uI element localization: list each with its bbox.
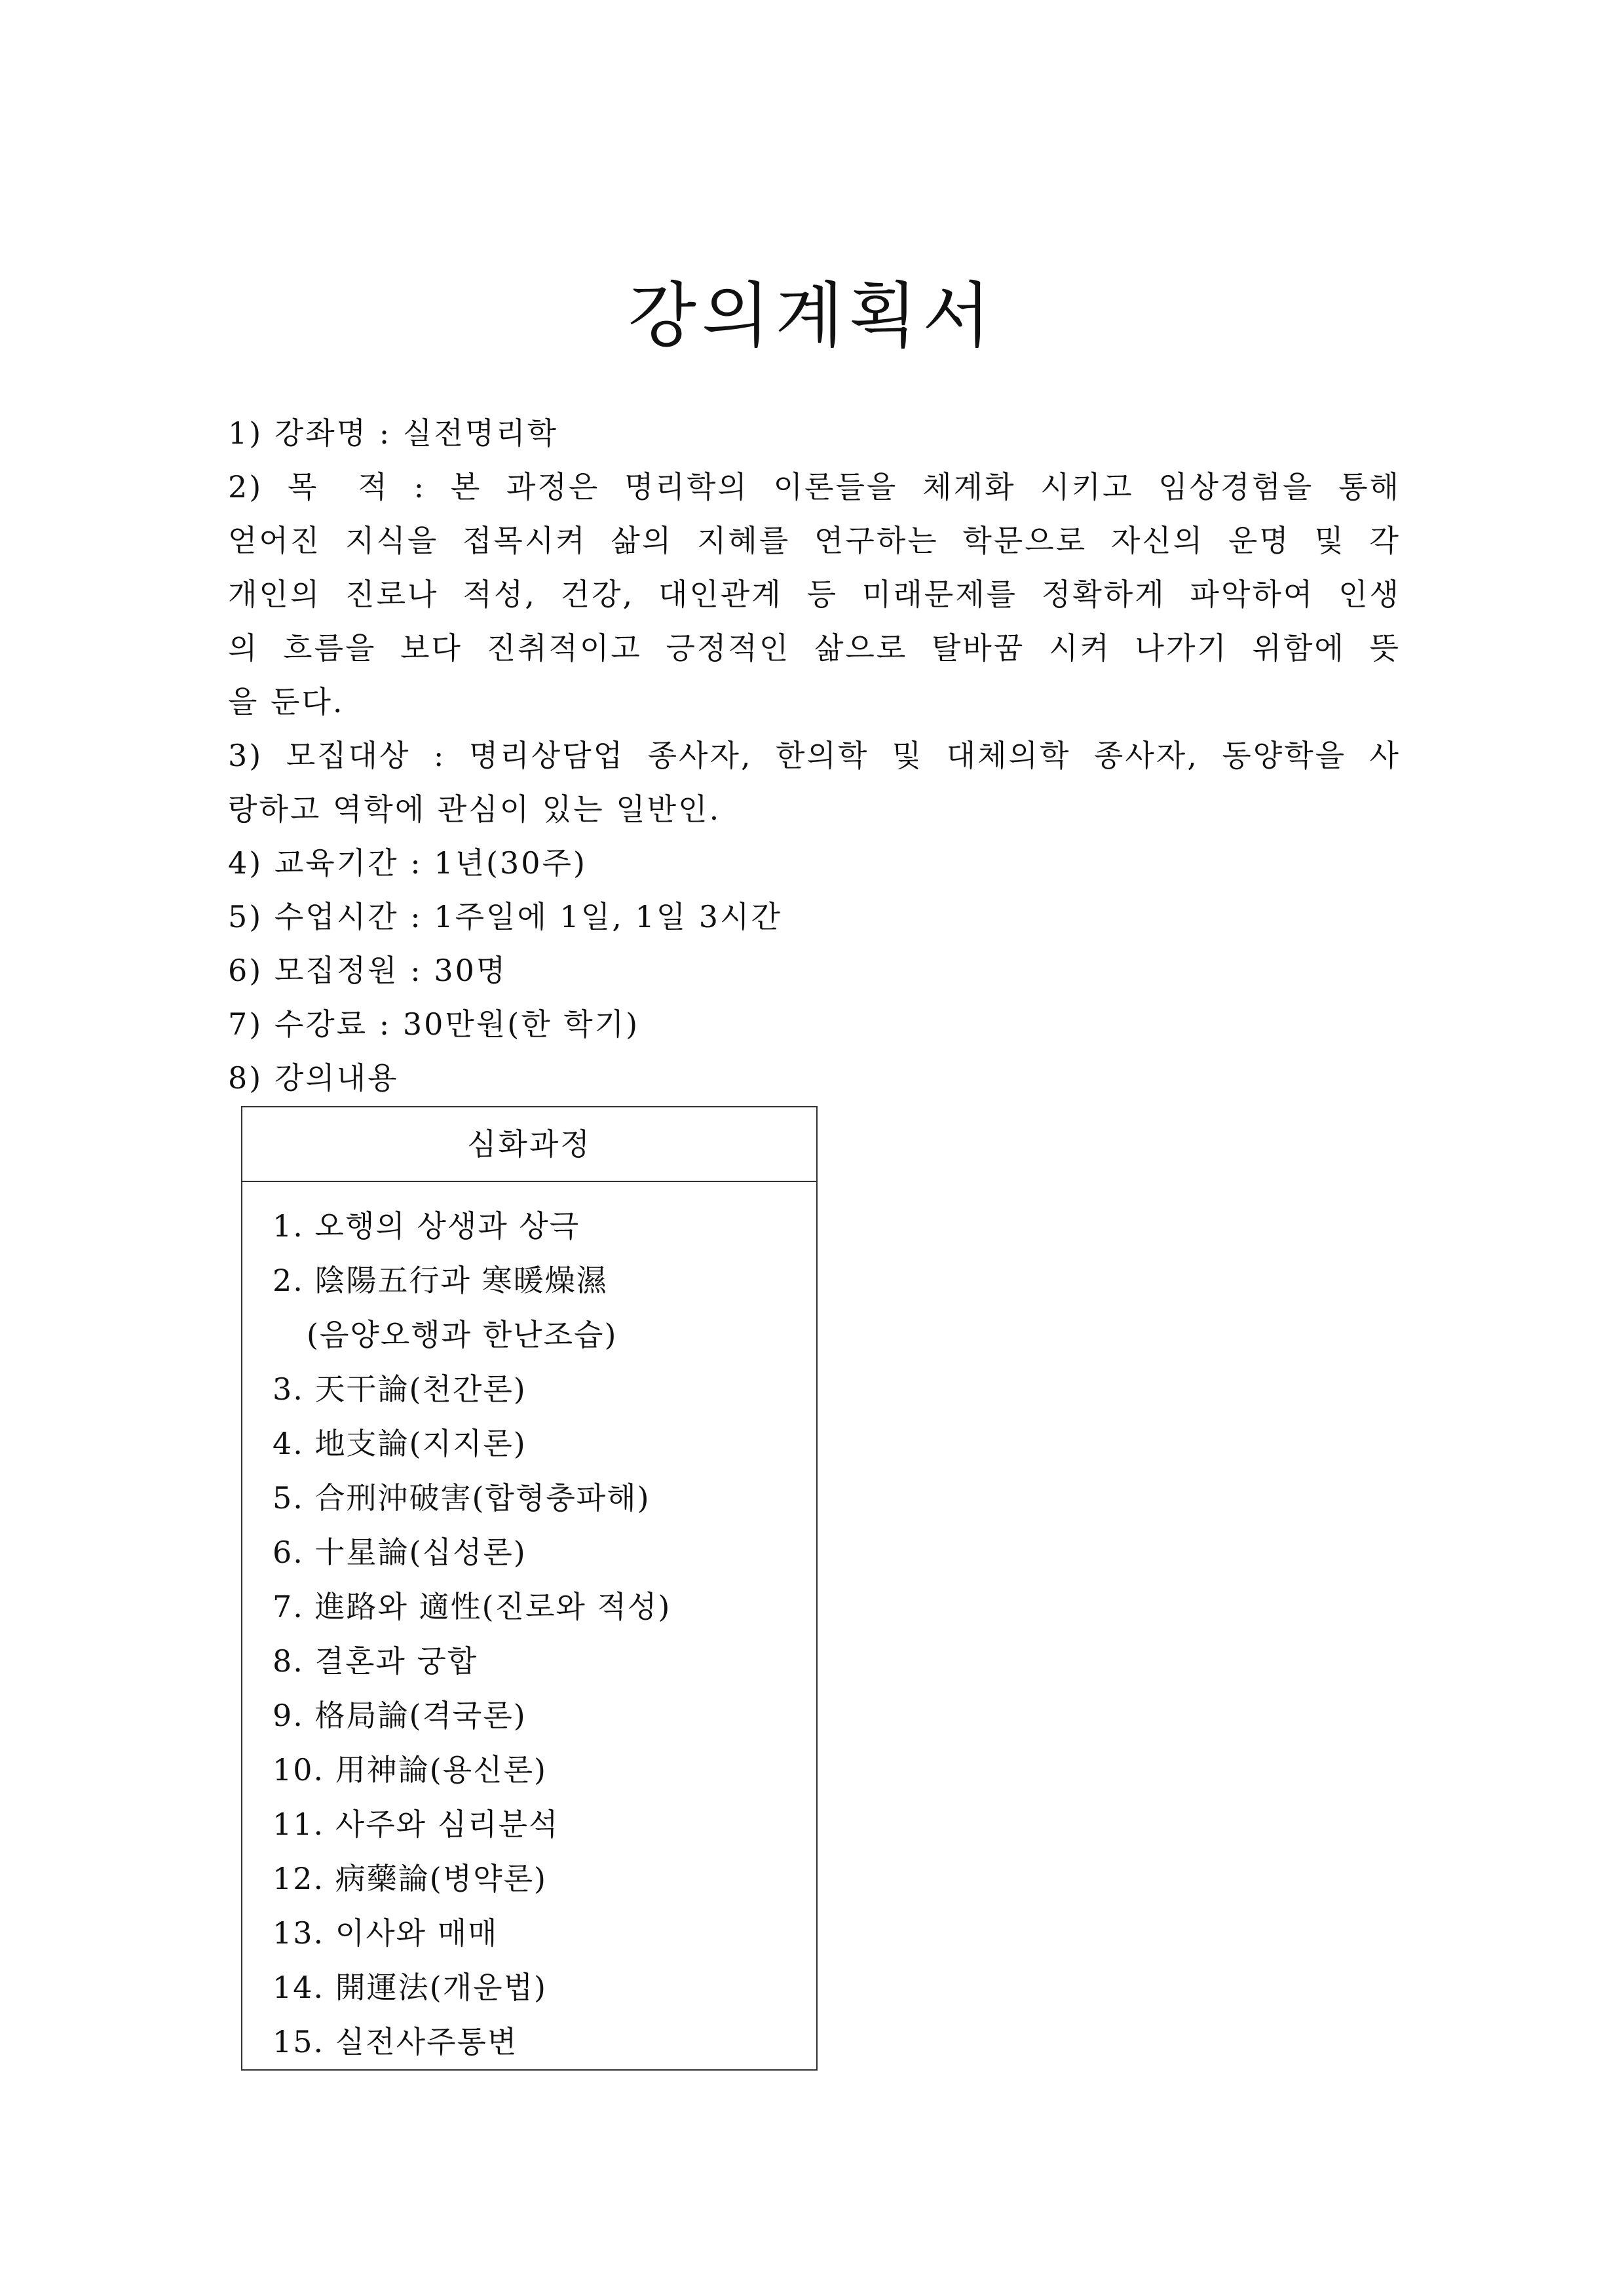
purpose-text-start: 적 : 본 과정은 명리학의 이론들을 체계화 시키고 임상경험을 통해 (358, 469, 1401, 505)
course-item: 13. 이사와 매매 (273, 1915, 499, 1951)
plan-item-purpose-line-5: 을 둔다. (228, 684, 345, 719)
course-item: 1. 오행의 상생과 상극 (273, 1208, 580, 1244)
course-item: 3. 天干論(천간론) (273, 1371, 527, 1407)
purpose-label: 2) 목 (228, 469, 319, 505)
course-item: 6. 十星論(십성론) (273, 1535, 527, 1570)
plan-item-content: 8) 강의내용 (228, 1060, 399, 1096)
course-item: 8. 결혼과 궁합 (273, 1643, 478, 1679)
course-table-heading: 심화과정 (242, 1107, 816, 1182)
course-item: 5. 合刑沖破害(합형충파해) (273, 1480, 651, 1516)
course-item: 9. 格局論(격국론) (273, 1698, 527, 1733)
course-item: 15. 실전사주통변 (273, 2024, 518, 2059)
course-item: 2. 陰陽五行과 寒暖燥濕 (273, 1263, 608, 1298)
plan-item-target-line-2: 랑하고 역학에 관심이 있는 일반인. (228, 792, 721, 827)
course-item: 14. 開運法(개운법) (273, 1970, 547, 2005)
plan-item-fee: 7) 수강료 : 30만원(한 학기) (228, 1006, 640, 1042)
course-item: 12. 病藥論(병약론) (273, 1861, 547, 1896)
course-item-subtitle: (음양오행과 한난조습) (307, 1317, 618, 1352)
plan-item-period: 4) 교육기간 : 1년(30주) (228, 845, 587, 881)
course-item: 4. 地支論(지지론) (273, 1426, 527, 1461)
plan-item-purpose-line-2: 얻어진 지식을 접목시켜 삶의 지혜를 연구하는 학문으로 자신의 운명 및 각 (228, 523, 1401, 558)
course-item: 7. 進路와 適性(진로와 적성) (273, 1589, 671, 1624)
document-title: 강의계획서 (628, 275, 996, 357)
plan-item-purpose-line-1 (228, 460, 1401, 514)
course-list (242, 1182, 816, 2069)
plan-item-purpose-line-3: 개인의 진로나 적성, 건강, 대인관계 등 미래문제를 정확하게 파악하여 인생 (228, 577, 1401, 612)
plan-item-purpose-line-4: 의 흐름을 보다 진취적이고 긍정적인 삶으로 탈바꿈 시켜 나가기 위함에 뜻 (228, 630, 1401, 666)
course-item: 11. 사주와 심리분석 (273, 1807, 559, 1842)
plan-item-target-line-1: 3) 모집대상 : 명리상담업 종사자, 한의학 및 대체의학 종사자, 동양학을 사 (228, 738, 1401, 773)
course-item: 10. 用神論(용신론) (273, 1752, 547, 1788)
plan-item-course-name: 1) 강좌명 : 실전명리학 (228, 415, 559, 451)
course-table (241, 1106, 818, 2071)
plan-body (228, 406, 1401, 1105)
plan-item-capacity: 6) 모집정원 : 30명 (228, 953, 508, 988)
plan-item-class-time: 5) 수업시간 : 1주일에 1일, 1일 3시간 (228, 899, 782, 934)
